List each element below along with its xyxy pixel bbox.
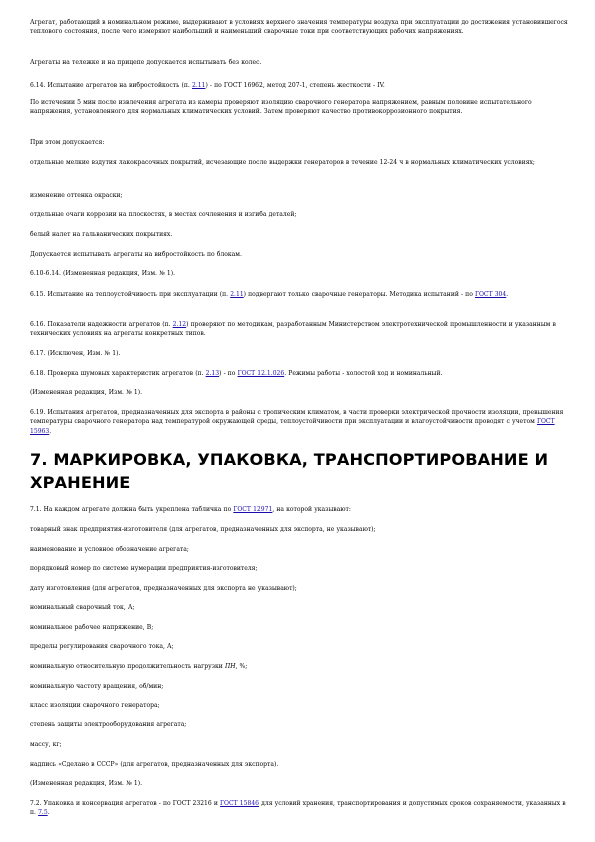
link-2-11[interactable]: 2.11 — [230, 291, 244, 298]
paragraph-6-19: 6.19. Испытания агрегатов, предназначенных для экспорта в районы с тропическим климатом, в части проверки электрической прочности изоляции, превышения температуры сварочного генератора над температурой окружающей среды, теплоустойчивости при эксплуатации и влагоустойчивости проводят с учетом ГОСТ 15963. — [30, 409, 564, 435]
link-gost-304[interactable]: ГОСТ 304 — [474, 291, 507, 298]
link-gost-15963[interactable]: ГОСТ 15963 — [30, 418, 555, 435]
list-item-current-range: пределы регулирования сварочного тока, А; — [30, 643, 174, 650]
list-item-duty-cycle: номинальную относительную продолжительность нагрузки ПН, %; — [30, 663, 248, 670]
list-item-working-voltage: номинальное рабочее напряжение, В; — [30, 624, 154, 631]
list-item-protection-degree: степень защиты электрооборудования агрегата; — [30, 721, 187, 728]
paragraph-no-wheels: Агрегаты на тележке и на прицепе допускается испытывать без колес. — [30, 59, 262, 66]
list-item-name: наименование и условное обозначение агрегата; — [30, 546, 189, 553]
paragraph-allowed: При этом допускается: — [30, 139, 105, 146]
list-item-trademark: товарный знак предприятия-изготовителя (для агрегатов, предназначенных для экспорта, не указывают); — [30, 526, 376, 533]
paragraph-steady-state: Агрегат, работающий в номинальном режиме, выдерживают в условиях верхнего значения температуры воздуха при эксплуатации до достижения установившегося теплового состояния, после чего измеряют наибольший и наименьший сварочные токи при соответствующих рабочих напряжениях. — [30, 19, 568, 36]
list-item-white-coating: белый налет на гальванических покрытиях. — [30, 231, 173, 238]
link-gost-12-1-026[interactable]: ГОСТ 12.1.026 — [237, 370, 285, 377]
paragraph-6-16: 6.16. Показатели надежности агрегатов (п. 2.12) проверяют по методикам, разработанным Министерством электротехнической промышленности и указанным в технических условиях на агрегаты конкретных типов. — [30, 321, 556, 338]
section-heading: 7. МАРКИРОВКА, УПАКОВКА, ТРАНСПОРТИРОВАНИЕ И ХРАНЕНИЕ — [30, 450, 549, 492]
paragraph-amendment-7-1: (Измененная редакция, Изм. № 1). — [30, 780, 143, 787]
list-item-welding-current: номинальный сварочный ток, А; — [30, 604, 135, 611]
link-7-5[interactable]: 7.5 — [38, 809, 48, 817]
list-item-serial-number: порядковый номер по системе нумерации предприятия-изготовителя; — [30, 565, 258, 572]
link-gost-15846[interactable]: ГОСТ 15846 — [220, 800, 260, 807]
list-item-made-in-ussr: надпись «Сделано в СССР» (для агрегатов, предназначенных для экспорта). — [30, 761, 279, 768]
link-2-13[interactable]: 2.13 — [205, 370, 220, 377]
link-2-12[interactable]: 2.12 — [172, 321, 187, 328]
paragraph-6-15: 6.15. Испытание на теплоустойчивость при эксплуатации (п. 2.11) подвергают только сварочные генераторы. Методика испытаний - по ГОСТ 304. — [30, 291, 509, 298]
paragraph-amendment-6-18: (Измененная редакция, Изм. № 1). — [30, 389, 143, 396]
list-item-mass: массу, кг; — [30, 741, 62, 748]
list-item-rotation-speed: номинальную частоту вращения, об/мин; — [30, 683, 164, 690]
list-item-insulation-class: класс изоляции сварочного генератора; — [30, 702, 160, 709]
paragraph-7-2: 7.2. Упаковка и консервация агрегатов - по ГОСТ 23216 и ГОСТ 15846 для условий хранения, транспортирования и допустимых сроков сохраняемости, указанных в п. 7.5. — [30, 800, 566, 817]
paragraph-6-18: 6.18. Проверка шумовых характеристик агрегатов (п. 2.13) - по ГОСТ 12.1.026. Режимы работы - холостой ход и номинальный. — [30, 370, 443, 377]
paragraph-block-testing: Допускается испытывать агрегаты на вибростойкость по блокам. — [30, 251, 242, 258]
list-item-swellings: отдельные мелкие вздутия лакокрасочных покрытий, исчезающие после выдержки генераторов в течение 12-24 ч в нормальных климатических условиях; — [30, 159, 535, 166]
paragraph-6-14: 6.14. Испытание агрегатов на вибростойкость (п. 2.11) - по ГОСТ 16962, метод 207-1, степень жесткости - IV. — [30, 82, 385, 89]
list-item-corrosion: отдельные очаги коррозии на плоскостях, в местах сочленения и изгиба деталей; — [30, 211, 297, 218]
paragraph-6-17: 6.17. (Исключен, Изм. № 1). — [30, 350, 121, 357]
list-item-color-change: изменение оттенка окраски; — [30, 192, 123, 199]
list-item-manufacture-date: дату изготовления (для агрегатов, предназначенных для экспорта не указывают); — [30, 585, 297, 592]
paragraph-amendment-6-10: 6.10-6.14. (Измененная редакция, Изм. № 1). — [30, 270, 176, 277]
paragraph-insulation-check: По истечении 5 мин после извлечения агрегата из камеры проверяют изоляцию сварочного генератора напряжением, равным половине испытательного напряжения, установленного для нормальных климатических условий. Затем проверяют качество противокоррозионного покрытия. — [30, 99, 532, 116]
link-2-11[interactable]: 2.11 — [191, 82, 206, 89]
paragraph-7-1: 7.1. На каждом агрегате должна быть укреплена табличка по ГОСТ 12971, на которой указывают: — [30, 506, 351, 513]
link-gost-12971[interactable]: ГОСТ 12971 — [233, 506, 273, 513]
